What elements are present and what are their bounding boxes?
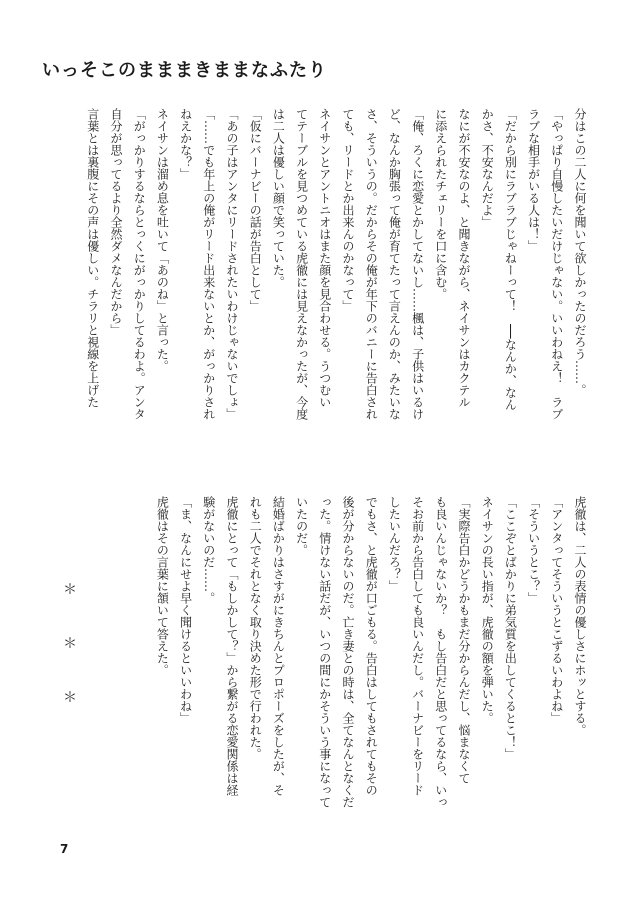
- text-column: 「ま、なんにせよ早く聞けるといいわね」: [178, 496, 193, 724]
- text-column: 自分が思ってるより全然ダメなんだから」: [109, 108, 123, 336]
- text-column: なにが不安なのよ、と聞きながら、ネイサンはカクテル: [457, 108, 471, 408]
- text-column: 虎徹はその言葉に頷いて答えた。: [155, 496, 170, 676]
- text-column: 「……でも年上の俺がリード出来ないとか、がっかりされ: [201, 108, 216, 420]
- text-column: ど、なんか胸張って俺が育てたって言えんのか、みたいな: [387, 108, 402, 420]
- text-column: 分はこの二人に何を聞いて欲しかったのだろう……。: [573, 108, 587, 396]
- text-column: ラブな相手がいる人は！」: [526, 108, 541, 252]
- text-column: したいんだろ？」: [387, 496, 402, 592]
- text-column: 「アンタってそういうとこずるいわよね」: [549, 496, 564, 724]
- text-column: かさ、不安なんだよ」: [480, 108, 495, 228]
- text-column: でもさ、と虎徹が口ごもる。告白はしてもされてもその: [364, 496, 379, 796]
- text-column: 「やっぱり自慢したいだけじゃない。いいわねえ！ ラブ: [549, 108, 564, 420]
- text-column: 「だから別にラブラブじゃねーって！ ──なんか、なん: [503, 108, 518, 411]
- text-column: ネイサンの長い指が、虎徹の額を弾いた。: [480, 496, 495, 724]
- text-column: てテーブルを見つめている虎徹には見えなかったが、今度: [294, 108, 309, 420]
- text-column: 「仮にバーナビーの話が告白として」: [248, 108, 263, 312]
- text-column: さ、そういうの。だからその俺が年下のバニーに告白され: [364, 108, 379, 420]
- text-column: ネイサンは溜め息を吐いて「あのね」と言った。: [155, 108, 170, 372]
- text-column: 験がないのだ……。: [201, 496, 216, 604]
- section-break-asterisks: ＊＊＊: [61, 582, 77, 744]
- text-column: 「俺、ろくに恋愛とかしてないし……楓は、子供はいるけ: [410, 108, 425, 420]
- text-column: 「がっかりするならとっくにがっかりしてるわよ。アンタ: [132, 108, 147, 420]
- text-column: に添えられたチェリーを口に含む。: [433, 108, 448, 300]
- text-column: 「ここぞとばかりに弟気質を出してくるとこ！」: [503, 496, 518, 760]
- text-column: いたのだ。: [294, 496, 309, 556]
- text-column: ても、リードとか出来んのかなって」: [341, 108, 355, 312]
- text-column: 結婚ばかりはさすがにきちんとプロポーズをしたが、そ: [271, 496, 286, 796]
- text-column: 虎徹は、二人の表情の優しさにホッとする。: [573, 496, 587, 736]
- chapter-title: いっそこのまままきままなふたり: [42, 60, 327, 81]
- text-column: 後が分からないのだ。亡き妻との時は、全てなんとなくだ: [341, 496, 355, 808]
- text-column: れも二人でそれとなく取り決めた形で行われた。: [248, 496, 263, 760]
- text-column: ネイサンとアントニオはまた顔を見合わせる。うつむい: [317, 108, 332, 408]
- text-column: 「実際告白かどうかもまだ分からんだし、悩まなくて: [457, 496, 471, 784]
- text-column: も良いんじゃないか？ もし告白だと思ってるなら、いっ: [433, 496, 448, 808]
- text-column: は二人は優しい顔で笑っていた。: [271, 108, 286, 288]
- text-column: 虎徹にとって「もしかして？」から繋がる恋愛関係は経: [225, 496, 239, 796]
- text-column: った。情けない話だが、いつの間にかそういう事になって: [317, 496, 332, 808]
- page-number: 7: [60, 842, 69, 856]
- text-column: 「あの子はアンタにリードされたいわけじゃないでしょ」: [225, 108, 239, 420]
- text-column: ねえかな？」: [178, 108, 193, 180]
- text-column: 「そういうとこ？」: [526, 496, 541, 604]
- text-column: そお前から告白しても良いんだし。バーナビーをリード: [410, 496, 425, 796]
- text-column: 言葉とは裏腹にその声は優しい。チラリと視線を上げた: [85, 108, 100, 408]
